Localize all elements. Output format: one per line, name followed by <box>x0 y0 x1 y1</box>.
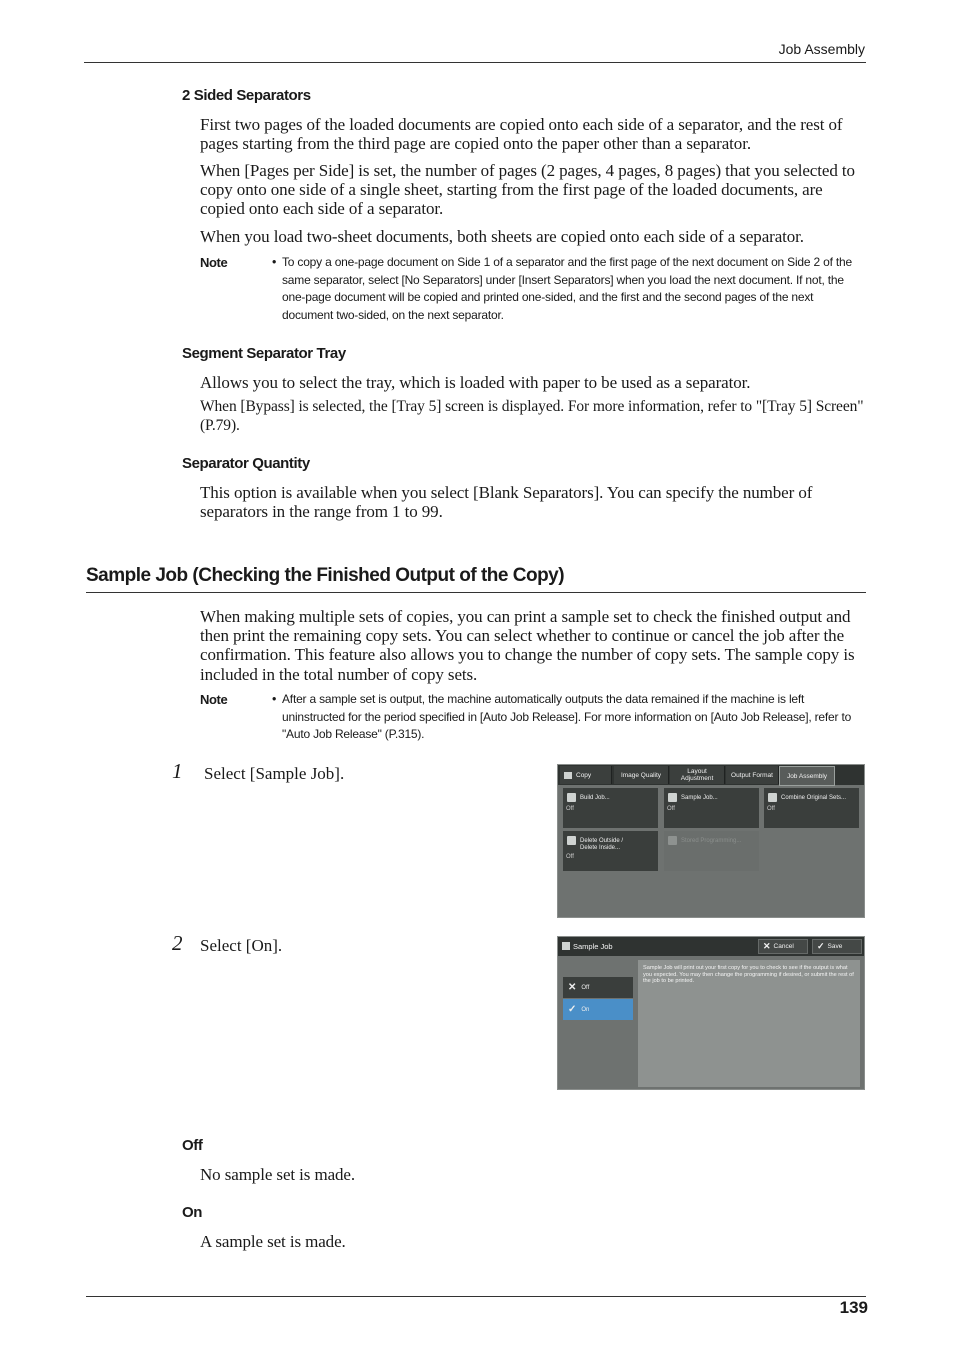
running-title: Job Assembly <box>778 41 865 57</box>
cancel-button[interactable]: ✕ Cancel <box>758 939 808 954</box>
close-icon: ✕ <box>763 941 771 951</box>
paragraph: A sample set is made. <box>200 1232 346 1251</box>
delete-outside-inside-button[interactable]: Delete Outside / Delete Inside... Off <box>563 831 658 871</box>
subheading-on: On <box>182 1204 203 1221</box>
job-assembly-screenshot <box>557 764 865 918</box>
stored-programming-button[interactable]: Stored Programming... <box>664 831 759 871</box>
sample-job-button[interactable]: Sample Job... Off <box>664 788 759 828</box>
tab-copy[interactable]: Copy <box>560 766 612 784</box>
close-icon: ✕ <box>568 982 577 993</box>
checkmark-icon: ✓ <box>817 941 825 951</box>
copy-icon <box>564 772 572 779</box>
note-bullet: • <box>272 255 277 269</box>
section-rule <box>86 592 866 593</box>
paragraph: When you load two-sheet documents, both sheets are copied onto each side of a separator. <box>200 227 804 246</box>
combine-sets-icon <box>768 793 777 802</box>
step-text: Select [On]. <box>200 936 283 955</box>
subheading-2-sided-separators: 2 Sided Separators <box>182 87 311 104</box>
note-bullet: • <box>272 692 277 706</box>
save-button[interactable]: ✓ Save <box>812 939 862 954</box>
build-job-button[interactable]: Build Job... Off <box>563 788 658 828</box>
description-panel: Sample Job will print out your first copy for you to check to see if the output is what you expected. You may then change the programming if desired, or submit the rest of the job to be printed. <box>638 960 860 1087</box>
paragraph: No sample set is made. <box>200 1165 356 1184</box>
step-number: 2 <box>172 931 183 955</box>
paragraph: When making multiple sets of copies, you can print a sample set to check the finished output and then print the remaining copy sets. You can select whether to continue or cancel the job after the confirmation. This feature also allows you to change the number of copy sets. The sample copy is included in the total number of copy sets. <box>200 607 855 684</box>
paragraph: Allows you to select the tray, which is loaded with paper to be used as a separator. <box>200 373 751 392</box>
stored-programming-icon <box>668 836 677 845</box>
build-job-icon <box>567 793 576 802</box>
step-text: Select [Sample Job]. <box>204 764 345 783</box>
delete-outside-icon <box>567 836 576 845</box>
checkmark-icon: ✓ <box>568 1004 577 1015</box>
section-title: Sample Job (Checking the Finished Output of the Copy) <box>86 565 565 586</box>
header-rule <box>84 62 866 63</box>
combine-original-sets-button[interactable]: Combine Original Sets... Off <box>764 788 859 828</box>
step-number: 1 <box>172 759 183 783</box>
paragraph: When [Pages per Side] is set, the number of pages (2 pages, 4 pages, 8 pages) that you selected to copy onto one side of a single sheet, starting from the first page of the loaded documents, are copied onto each side of a separator. <box>200 161 855 219</box>
subheading-off: Off <box>182 1137 203 1154</box>
off-option[interactable]: ✕ Off <box>563 977 633 998</box>
tab-bar <box>558 765 864 785</box>
sample-job-icon <box>562 942 570 950</box>
subheading-segment-separator-tray: Segment Separator Tray <box>182 345 346 362</box>
paragraph: This option is available when you select [Blank Separators]. You can specify the number of separators in the range from 1 to 99. <box>200 483 813 522</box>
note-text: To copy a one-page document on Side 1 of a separator and the first page of the next document on Side 2 of the same separator, select [No Separators] under [Insert Separators] when you load the next document. If not, the one-page document will be copied and printed one-sided, and the first and the second pages of the next document two-sided, on the next separator. <box>282 255 852 322</box>
page-number: 139 <box>839 1298 868 1317</box>
tab-layout-adjustment[interactable]: Layout Adjustment <box>670 766 725 784</box>
footer-rule <box>86 1296 866 1297</box>
sample-job-icon <box>668 793 677 802</box>
subheading-separator-quantity: Separator Quantity <box>182 455 310 472</box>
sample-job-screenshot <box>557 936 865 1090</box>
paragraph: When [Bypass] is selected, the [Tray 5] screen is displayed. For more information, refer to "[Tray 5] Screen" (P.79). <box>200 398 864 434</box>
on-option[interactable]: ✓ On <box>563 999 633 1020</box>
note-text: After a sample set is output, the machine automatically outputs the data remained if the machine is left uninstructed for the period specified in [Auto Job Release]. For more information on [Auto Job Release], refer to "Auto Job Release" (P.315). <box>282 692 852 742</box>
note-label: Note <box>200 255 228 270</box>
note-label: Note <box>200 692 228 707</box>
paragraph: First two pages of the loaded documents are copied onto each side of a separator, and the rest of pages starting from the third page are copied onto the paper other than a separator. <box>200 115 843 154</box>
tab-output-format[interactable]: Output Format <box>726 766 779 784</box>
tab-job-assembly[interactable]: Job Assembly <box>779 766 835 786</box>
dialog-title-bar <box>558 937 864 956</box>
dialog-title: Sample Job <box>573 942 613 951</box>
tab-image-quality[interactable]: Image Quality <box>614 766 669 784</box>
